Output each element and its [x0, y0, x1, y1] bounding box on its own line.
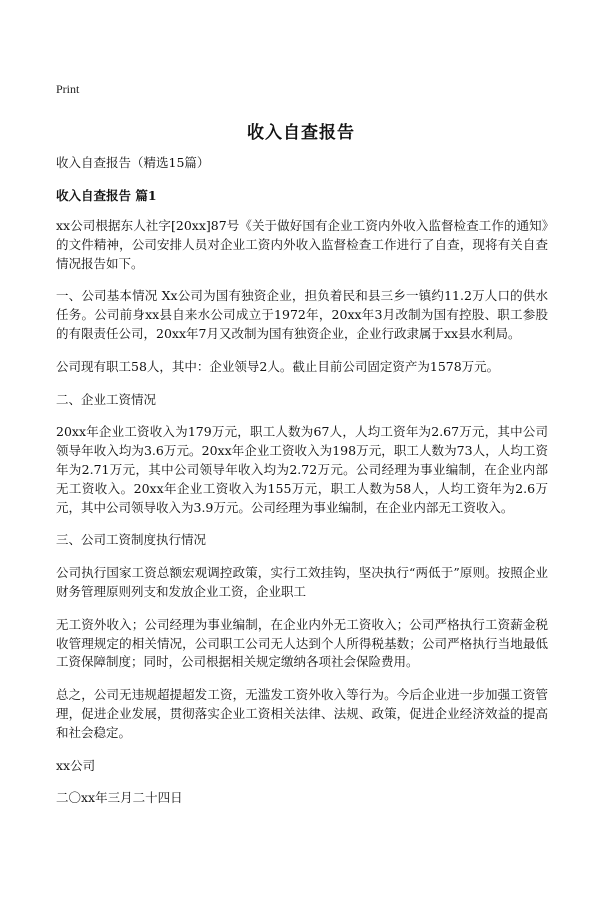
section-heading: 收入自查报告 篇1	[56, 188, 157, 203]
paragraph-intro: xx公司根据东人社字[20xx]87号《关于做好国有企业工资内外收入监督检查工作的通知》的文件精神，公司安排人员对企业工资内外收入监督检查工作进行了自查，现将有关自查情况报告如下。	[56, 218, 548, 271]
paragraph-summary: 总之，公司无违规超提超发工资，无滥发工资外收入等行为。今后企业进一步加强工资管理，促进企业发展，贯彻落实企业工资相关法律、法规、政策，促进企业经济效益的提高和社会稳定。	[56, 687, 548, 740]
heading-wage-situation: 二、企业工资情况	[56, 391, 157, 407]
paragraph-staff-assets: 公司现有职工58人，其中：企业领导2人。截止目前公司固定资产为1578万元。	[56, 358, 500, 374]
signature-company: xx公司	[56, 757, 96, 773]
document-subtitle: 收入自查报告（精选15篇）	[56, 155, 210, 170]
signature-date: 二〇xx年三月二十四日	[56, 790, 183, 806]
print-label: Print	[56, 82, 80, 96]
document-title: 收入自查报告	[247, 123, 355, 143]
document-body	[56, 217, 548, 822]
paragraph-wage-details: 20xx年企业工资收入为179万元，职工人数为67人，人均工资年为2.67万元，其中公司领导年收入均为3.6万元。20xx年企业工资收入为198万元，职工人数为73人，人均工资年为2.71万元，其中公司领导年收入均为2.72万元。公司经理为事业编制，在企业内部无工资收入。20xx年企业工资收入为155万元，职工人数为58人，人均工资年为2.6万元，其中公司领导收入为3.9万元。公司经理为事业编制，在企业内部无工资收入。	[56, 424, 548, 515]
paragraph-company-overview: 一、公司基本情况 Xx公司为国有独资企业，担负着民和县三乡一镇约11.2万人口的供水任务。公司前身xx县自来水公司成立于1972年，20xx年3月改制为国有控股、职工参股的有限责任公司，20xx年7月又改制为国有独资企业，企业行政隶属于xx县水利局。	[56, 288, 548, 341]
heading-wage-system: 三、公司工资制度执行情况	[56, 532, 207, 548]
paragraph-wage-policy: 公司执行国家工资总额宏观调控政策，实行工效挂钩，坚决执行“两低于”原则。按照企业财务管理原则列支和发放企业工资，企业职工	[56, 565, 548, 599]
paragraph-no-extra-income: 无工资外收入；公司经理为事业编制，在企业内外无工资收入；公司严格执行工资薪金税收管理规定的相关情况，公司职工公司无人达到个人所得税基数；公司严格执行当地最低工资保障制度；同时，公司根据相关规定缴纳各项社会保险费用。	[56, 616, 548, 670]
